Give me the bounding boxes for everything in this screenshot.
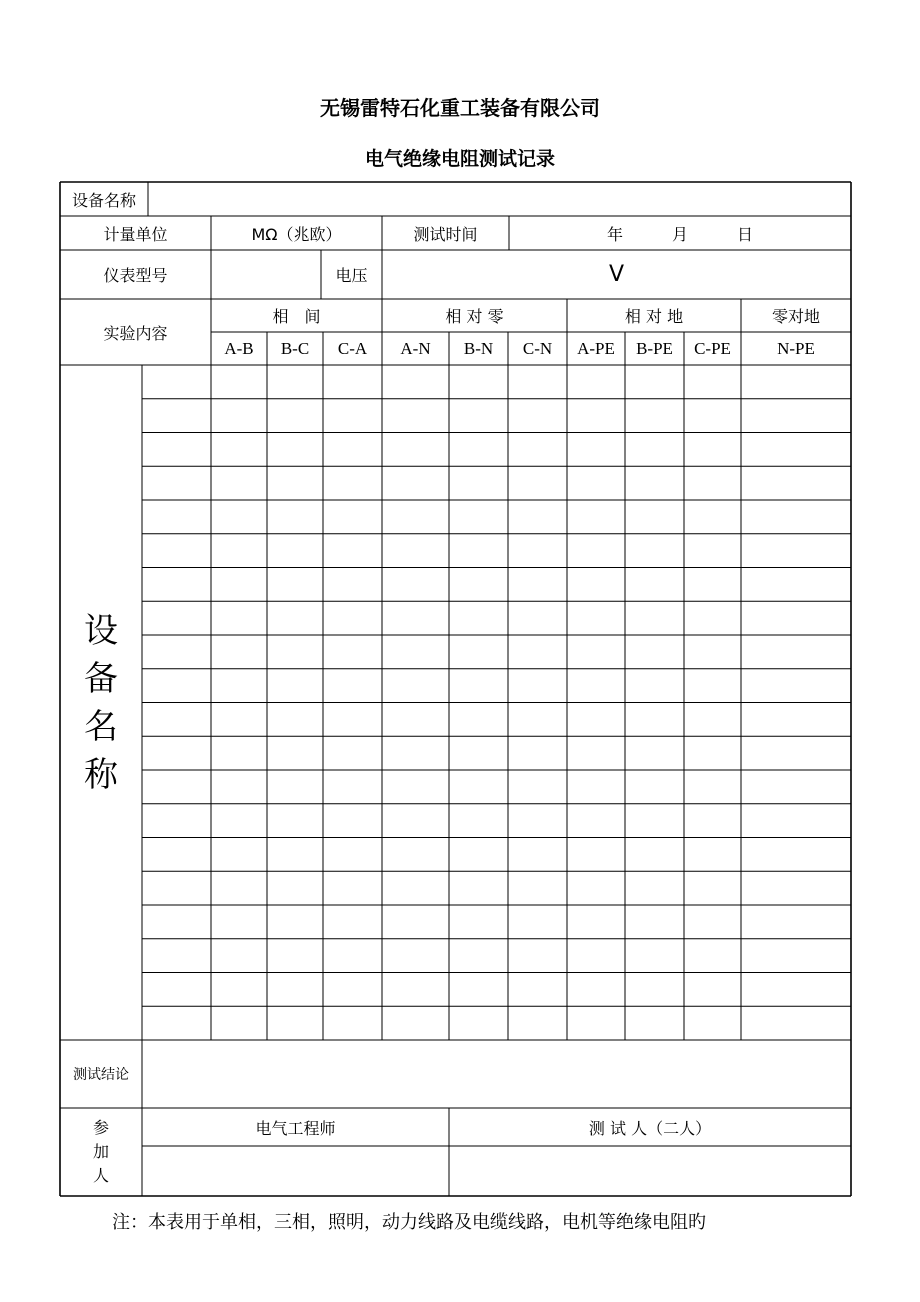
- date-day[interactable]: 日: [736, 224, 753, 244]
- company-name: 无锡雷特石化重工装备有限公司: [320, 96, 600, 120]
- group-phase-to-phase: 相 间: [272, 307, 321, 326]
- column-header-c-n: C-N: [522, 338, 553, 358]
- column-header-a-pe: A-PE: [577, 338, 615, 358]
- test-time-label: 测试时间: [413, 224, 478, 244]
- column-header-c-pe: C-PE: [694, 338, 731, 358]
- participants-label: [60, 1108, 142, 1196]
- meter-model-field[interactable]: [211, 250, 321, 299]
- column-header-a-b: A-B: [224, 338, 254, 358]
- equipment-name-side-label: [60, 365, 142, 1040]
- electrical-engineer-field[interactable]: [142, 1146, 449, 1196]
- group-phase-to-ground: 相 对 地: [624, 307, 684, 326]
- conclusion-field[interactable]: [142, 1040, 851, 1108]
- group-phase-to-neutral: 相 对 零: [445, 307, 504, 326]
- column-header-n-pe: N-PE: [777, 338, 815, 358]
- unit-value: MΩ（兆欧）: [251, 224, 342, 244]
- column-header-b-pe: B-PE: [636, 338, 673, 358]
- group-neutral-to-ground: 零对地: [771, 307, 820, 326]
- side-char: 称: [84, 754, 118, 795]
- participants-char: 参: [92, 1118, 109, 1137]
- column-header-b-c: B-C: [280, 338, 310, 358]
- conclusion-label: 测试结论: [73, 1067, 129, 1083]
- document-title: 电气绝缘电阻测试记录: [364, 148, 555, 170]
- equipment-name-field[interactable]: [148, 182, 851, 216]
- voltage-label: 电压: [335, 266, 368, 285]
- participants-char: 加: [92, 1142, 109, 1161]
- side-char: 名: [84, 706, 118, 747]
- footnote: 注：本表用于单相，三相，照明，动力线路及电缆线路，电机等绝缘电阻旳: [112, 1212, 706, 1233]
- date-year[interactable]: 年: [606, 224, 623, 244]
- tester-label: 测 试 人（二人）: [588, 1118, 712, 1138]
- test-content-label: 实验内容: [103, 323, 168, 343]
- column-header-b-n: B-N: [463, 338, 494, 358]
- side-char: 设: [84, 610, 118, 651]
- tester-field[interactable]: [449, 1146, 851, 1196]
- electrical-engineer-label: 电气工程师: [255, 1118, 336, 1138]
- voltage-unit[interactable]: V: [608, 262, 625, 287]
- date-month[interactable]: 月: [671, 224, 688, 244]
- unit-label: 计量单位: [103, 224, 168, 244]
- column-header-a-n: A-N: [400, 338, 431, 358]
- side-char: 备: [84, 658, 118, 699]
- equipment-name-label: 设备名称: [71, 190, 136, 210]
- participants-char: 人: [92, 1166, 109, 1185]
- meter-model-label: 仪表型号: [103, 266, 168, 285]
- column-header-c-a: C-A: [337, 338, 368, 358]
